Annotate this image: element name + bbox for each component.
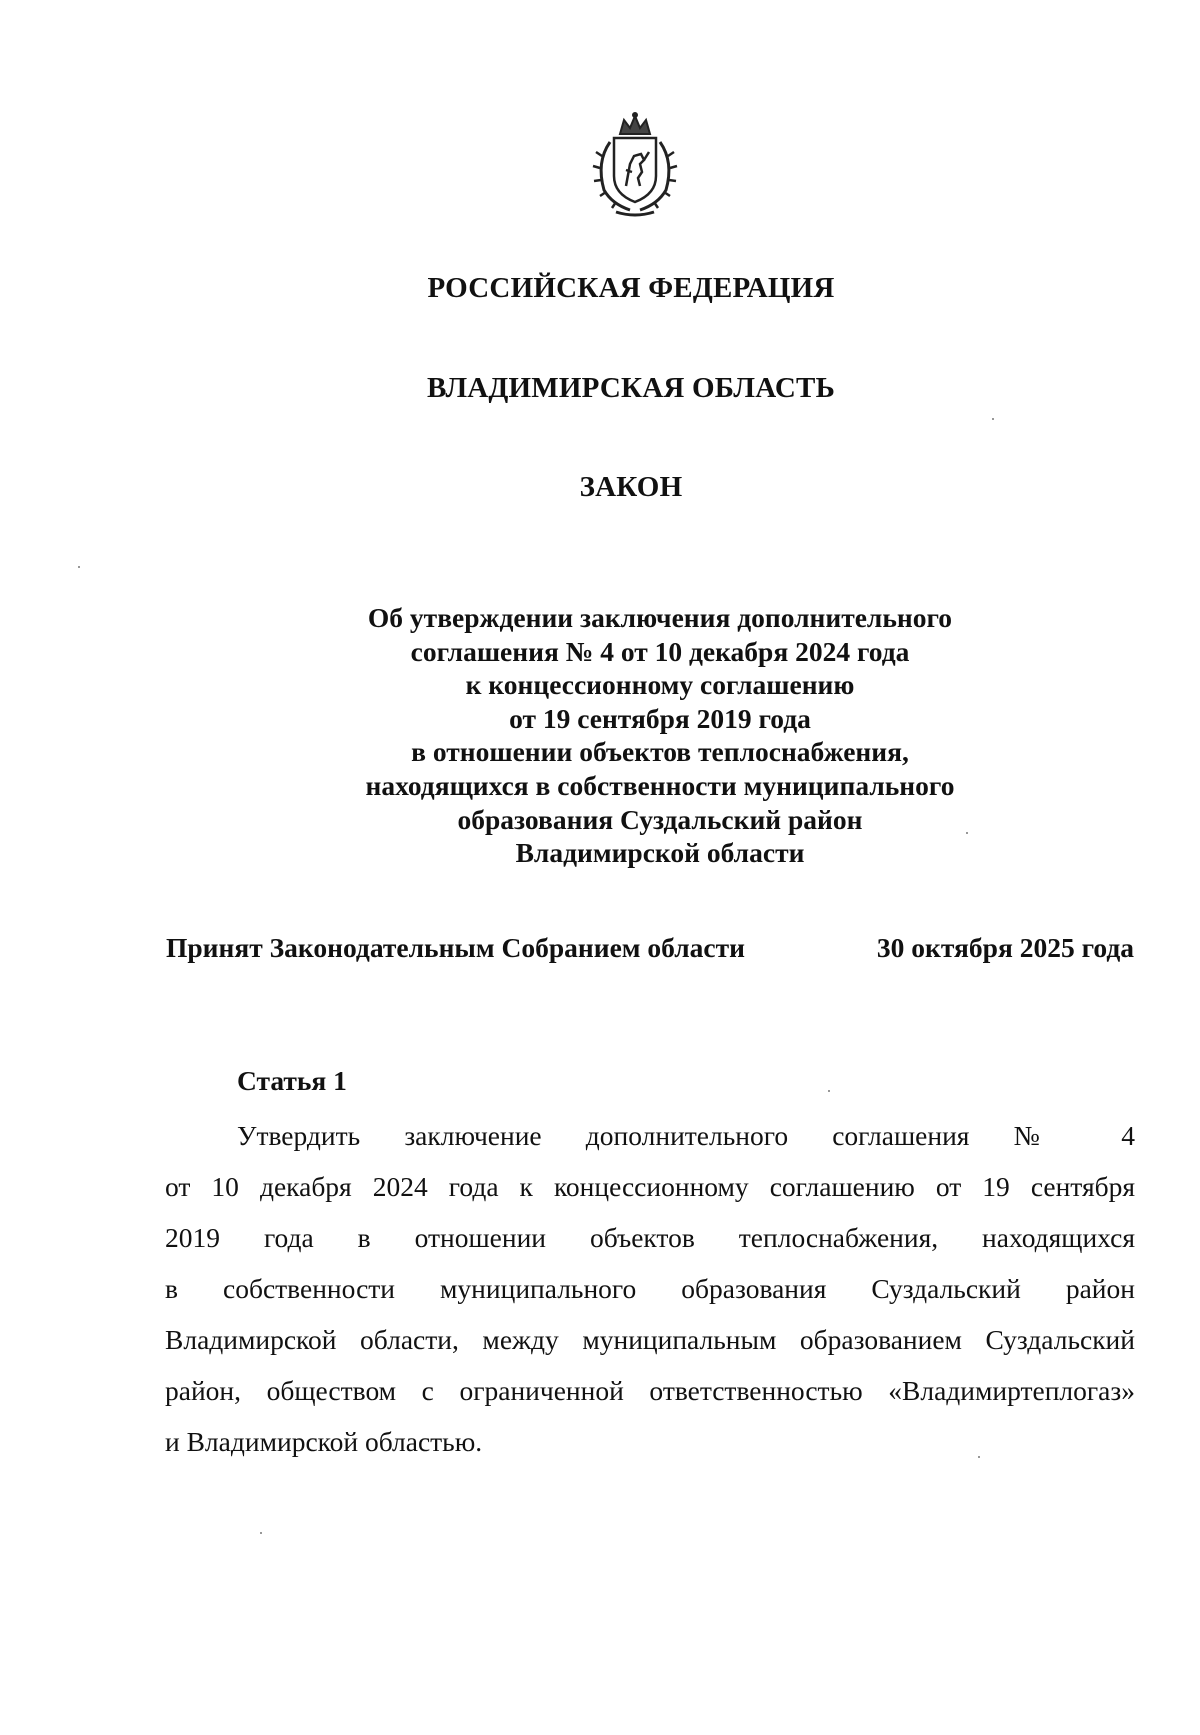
scan-speck	[78, 566, 80, 568]
law-title-line: образования Суздальский район	[457, 803, 863, 835]
law-title-line: Владимирской области	[515, 837, 805, 869]
adoption-date: 30 октября 2025 года	[876, 932, 1134, 963]
law-title-line: соглашения № 4 от 10 декабря 2024 года	[410, 635, 910, 667]
article-heading: Статья 1	[237, 1065, 347, 1096]
adoption-label: Принят Законодательным Собранием области	[166, 932, 745, 963]
article-line: 2019 года в отношении объектов теплоснабжения, находящихся	[165, 1222, 1135, 1253]
article-line: Утвердить заключение дополнительного соглашения № 4	[237, 1120, 1135, 1151]
article-line: Владимирской области, между муниципальным образованием Суздальский	[165, 1324, 1135, 1355]
article-line: в собственности муниципального образования Суздальский район	[165, 1273, 1135, 1304]
article-line: от 10 декабря 2024 года к концессионному соглашению от 19 сентября	[165, 1171, 1135, 1202]
article-body	[165, 1110, 1135, 1467]
law-title-line: к концессионному соглашению	[465, 669, 855, 701]
coat-of-arms-icon	[586, 112, 684, 220]
article-line: и Владимирской областью.	[165, 1426, 483, 1457]
scan-speck	[992, 418, 994, 420]
law-title	[300, 601, 1020, 870]
region-heading: ВЛАДИМИРСКАЯ ОБЛАСТЬ	[427, 372, 835, 404]
scan-speck	[828, 1090, 830, 1092]
law-title-line: находящихся в собственности муниципального	[365, 769, 955, 801]
document-type-heading: ЗАКОН	[579, 471, 683, 503]
scan-speck	[966, 832, 968, 834]
law-title-line: от 19 сентября 2019 года	[509, 702, 811, 734]
country-heading: РОССИЙСКАЯ ФЕДЕРАЦИЯ	[427, 272, 835, 304]
article-line: район, обществом с ограниченной ответственностью «Владимиртеплогаз»	[165, 1375, 1135, 1406]
law-title-line: в отношении объектов теплоснабжения,	[411, 736, 909, 768]
scan-speck	[260, 1532, 262, 1534]
law-title-line: Об утверждении заключения дополнительного	[367, 602, 953, 633]
scan-speck	[978, 1456, 980, 1458]
